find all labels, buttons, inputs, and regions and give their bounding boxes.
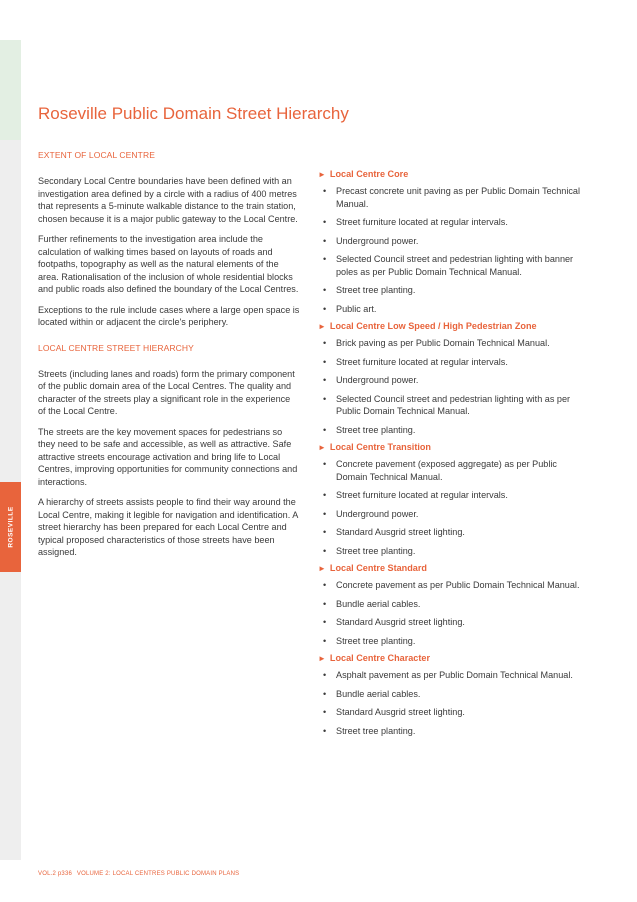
list-item [318,725,590,738]
arrow-right-icon: ► [318,442,326,452]
bullet-icon: • [323,617,327,627]
list-item-text: Precast concrete unit paving as per Public Domain Technical Manual. [336,186,580,209]
side-strip [0,40,21,860]
group-core [318,169,590,315]
list-item-text: Brick paving as per Public Domain Technical Manual. [336,338,550,348]
list-item [318,303,590,316]
group-character [318,653,590,737]
list-item-text: Underground power. [336,375,419,385]
list-item-text: Street furniture located at regular intervals. [336,217,508,227]
list-item [318,253,590,278]
list-item-text: Underground power. [336,508,419,519]
list-item-text: Concrete pavement (exposed aggregate) as per Public Domain Technical Manual. [336,459,557,482]
bullet-icon: • [323,356,327,367]
bullet-icon: • [323,459,327,469]
bullet-list [318,337,590,436]
bullet-list [318,185,590,315]
list-item-text: Concrete pavement as per Public Domain Technical Manual. [336,580,580,590]
footer-title: VOLUME 2: LOCAL CENTRES PUBLIC DOMAIN PLANS [76,871,240,877]
list-item [318,424,590,437]
arrow-right-icon: ► [318,321,326,331]
list-item-text: Public art. [336,303,377,314]
section-hierarchy [38,343,300,559]
list-item-text: Bundle aerial cables. [336,688,421,699]
arrow-right-icon: ► [318,563,326,573]
list-item [318,616,590,629]
paragraph: Secondary Local Centre boundaries have been defined with an investigation area defined by a circle with a radius of 400 metres that represents a 5-minute walkable distance to the train station, chosen because it is a major public gateway to the Local Centre. [38,176,298,224]
list-item [318,545,590,558]
page-number: VOL.2 p336 [38,871,73,877]
bullet-icon: • [323,725,327,736]
list-item [318,216,590,229]
group-heading-label: Local Centre Core [329,169,409,179]
list-item [318,508,590,521]
bullet-icon: • [323,508,327,519]
list-item-text: Bundle aerial cables. [336,598,421,609]
page-footer [38,871,239,877]
paragraph: The streets are the key movement spaces for pedestrians so they need to be safe and accessible, as well as attractive. Safe attractive streets encourage activation and bring life to Local Centres, improving opportunities for community connections and interactions. [38,426,298,487]
bullet-icon: • [323,338,327,348]
paragraph: Streets (including lanes and roads) form the primary component of the public domain area of the Local Centres. The quality and character of the streets play a significant role in the experience of the Local Centre. [38,368,295,416]
bullet-icon: • [323,285,327,295]
group-heading [318,563,590,573]
side-tab-label: ROSEVILLE [7,506,14,548]
bullet-icon: • [323,527,327,537]
arrow-right-icon: ► [318,653,326,663]
list-item [318,669,590,682]
list-item [318,706,590,719]
bullet-icon: • [323,688,327,699]
list-item-text: Asphalt pavement as per Public Domain Technical Manual. [336,670,573,680]
bullet-icon: • [323,545,327,556]
list-item [318,598,590,611]
side-tab [0,482,21,572]
list-item-text: Standard Ausgrid street lighting. [336,527,465,537]
list-item-text: Underground power. [336,235,419,246]
list-item [318,356,590,369]
list-item [318,526,590,539]
bullet-list [318,579,590,647]
group-heading [318,653,590,663]
list-item-text: Street furniture located at regular intervals. [336,490,508,500]
bullet-icon: • [323,186,327,196]
section-extent [38,150,300,329]
bullet-icon: • [323,303,327,314]
list-item-text: Standard Ausgrid street lighting. [336,617,465,627]
bullet-icon: • [323,254,327,264]
list-item [318,635,590,648]
list-item [318,393,590,418]
paragraph: Exceptions to the rule include cases where a large open space is located within or adjacent the circle's periphery. [38,304,300,327]
paragraph: A hierarchy of streets assists people to find their way around the Local Centre, making it legible for navigation and identification. A street hierarchy has been prepared for each Local Centre and typical proposed characteristics of those streets have been assigned. [38,497,298,557]
list-item-text: Street furniture located at regular intervals. [336,356,508,367]
list-item-text: Street tree planting. [336,635,416,646]
left-column [38,150,300,567]
group-heading [318,321,590,331]
list-item [318,337,590,350]
bullet-icon: • [323,707,327,717]
side-strip-accent [0,40,21,140]
arrow-right-icon: ► [318,169,326,179]
list-item-text: Selected Council street and pedestrian lighting with banner poles as per Public Domain Technical Manual. [336,254,574,277]
bullet-icon: • [323,670,327,680]
group-standard [318,563,590,647]
list-item [318,374,590,387]
bullet-icon: • [323,490,327,500]
group-low-speed [318,321,590,436]
bullet-icon: • [323,375,327,385]
bullet-list [318,669,590,737]
section-heading: EXTENT OF LOCAL CENTRE [38,150,155,160]
group-heading-label: Local Centre Character [329,653,430,663]
group-heading-label: Local Centre Standard [329,563,427,573]
list-item [318,579,590,592]
list-item-text: Selected Council street and pedestrian lighting with as per Public Domain Technical Manual. [336,393,571,416]
group-heading [318,442,590,452]
list-item-text: Street tree planting. [336,424,416,435]
group-transition [318,442,590,557]
list-item [318,284,590,297]
group-heading [318,169,590,179]
page-title: Roseville Public Domain Street Hierarchy [38,104,349,123]
list-item-text: Standard Ausgrid street lighting. [336,707,465,717]
paragraph: Further refinements to the investigation area include the calculation of walking times based on layouts of roads and footpaths, topography as well as the natural elements of the area. Rationalisation of the inclusion of whole residential blocks and public roads also defined the boundary of the Local Centres. [38,234,299,294]
group-heading-label: Local Centre Low Speed / High Pedestrian Zone [329,321,537,331]
bullet-icon: • [323,635,327,646]
group-heading-label: Local Centre Transition [329,442,431,452]
right-column [318,169,590,743]
list-item-text: Street tree planting. [336,285,416,295]
list-item [318,688,590,701]
bullet-icon: • [323,217,327,227]
list-item [318,235,590,248]
list-item [318,458,590,483]
list-item [318,185,590,210]
bullet-icon: • [323,424,327,435]
bullet-icon: • [323,235,327,246]
list-item [318,489,590,502]
list-item-text: Street tree planting. [336,545,416,556]
list-item-text: Street tree planting. [336,725,416,736]
bullet-icon: • [323,598,327,609]
bullet-icon: • [323,393,327,404]
bullet-list [318,458,590,557]
section-heading: LOCAL CENTRE STREET HIERARCHY [38,342,194,353]
bullet-icon: • [323,580,327,590]
